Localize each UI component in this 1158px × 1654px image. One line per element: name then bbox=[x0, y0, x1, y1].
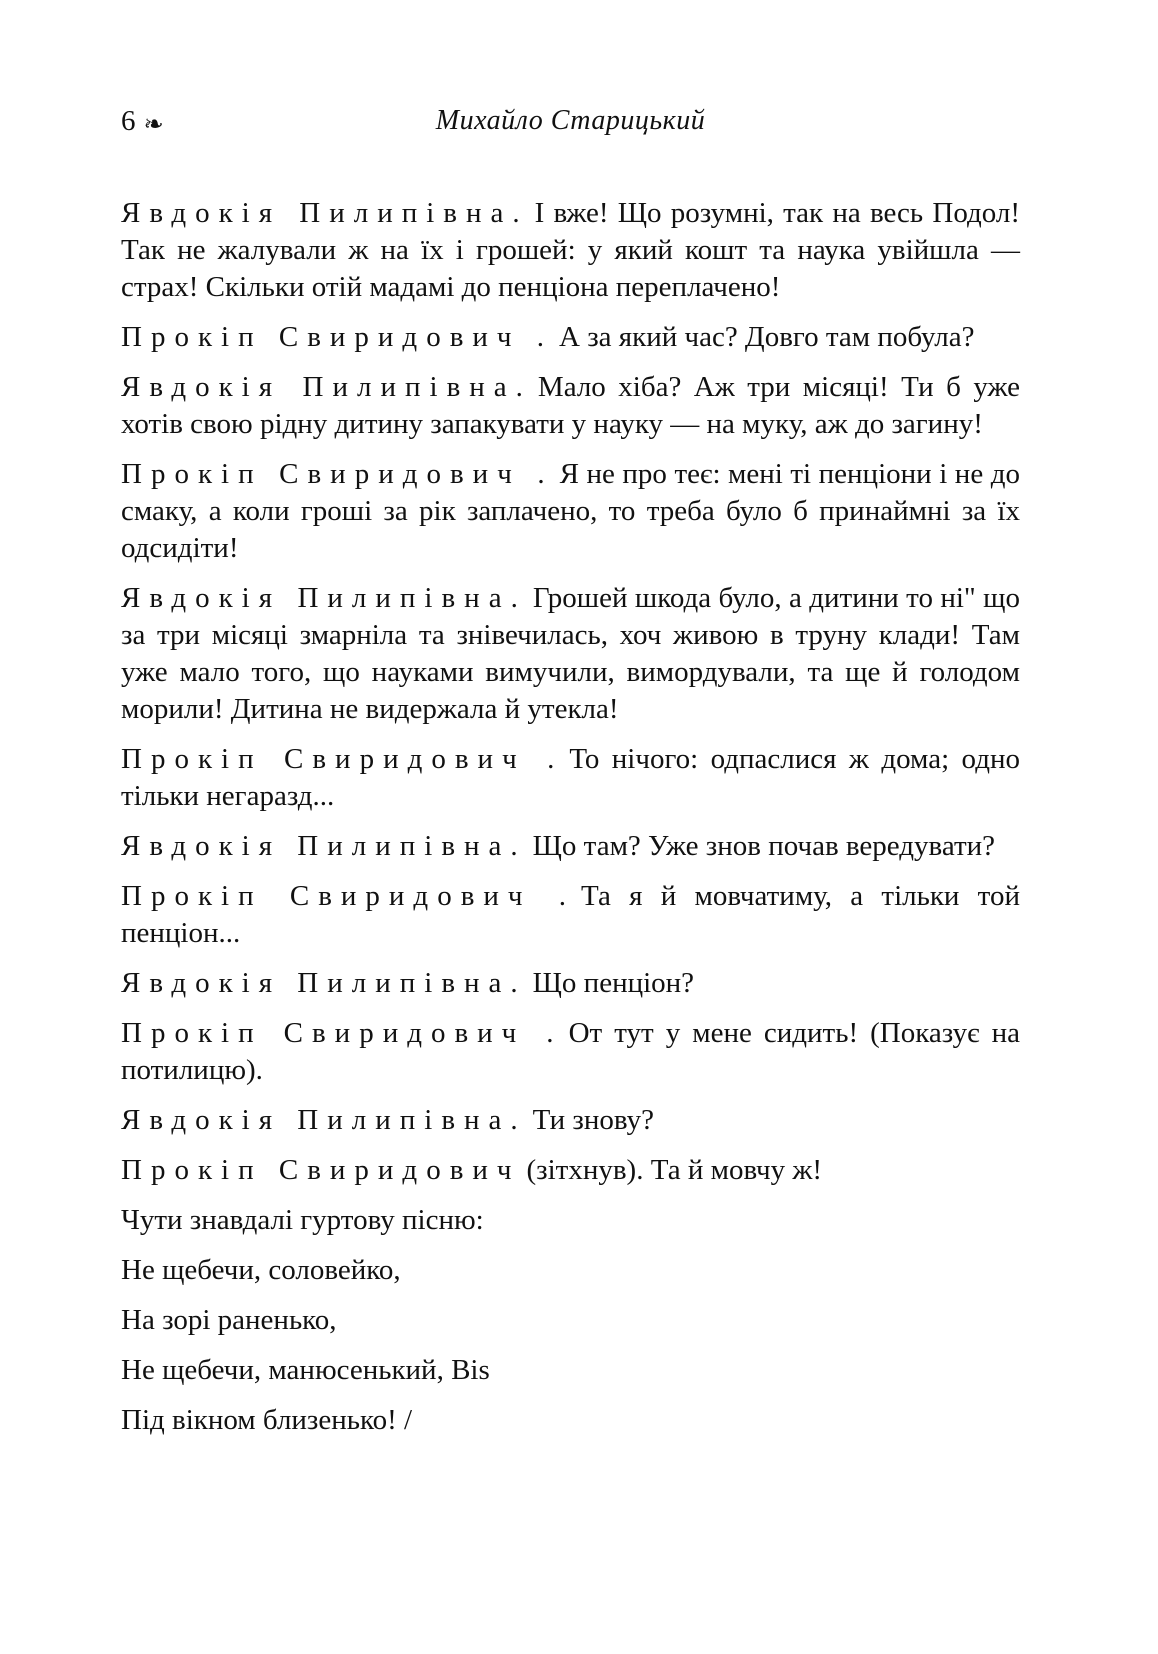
speaker-name: Прокіп Свиридович . bbox=[121, 880, 575, 912]
dialogue-paragraph bbox=[121, 369, 1020, 443]
dialogue-text: Та я й мовчатиму, а тільки той пенціон... bbox=[121, 880, 1020, 949]
dialogue-text: Мало хіба? Аж три місяці! Ти б уже хотів свою рідну дитину запакувати у науку — на муку, аж до загину! bbox=[121, 371, 1020, 440]
dialogue-text: (зітхнув). Та й мовчу ж! bbox=[526, 1154, 823, 1186]
song-line bbox=[121, 1352, 1020, 1389]
dialogue-text: Що там? Уже знов почав вередувати? bbox=[532, 830, 996, 862]
song-line-text: На зорі раненько, bbox=[121, 1304, 337, 1336]
speaker-name: Прокіп Свиридович . bbox=[121, 743, 564, 775]
song-line bbox=[121, 1302, 1020, 1339]
dialogue-paragraph bbox=[121, 580, 1020, 728]
running-header-title: Михайло Старицький bbox=[435, 105, 706, 136]
speaker-name: Прокіп Свиридович . bbox=[121, 1017, 563, 1049]
speaker-name: Явдокія Пилипівна. bbox=[121, 582, 527, 614]
dialogue-paragraph bbox=[121, 1102, 1020, 1139]
dialogue-paragraph bbox=[121, 1152, 1020, 1189]
dialogue-paragraph bbox=[121, 195, 1020, 306]
speaker-name: Прокіп Свиридович bbox=[121, 1154, 521, 1186]
song-line bbox=[121, 1252, 1020, 1289]
stage-direction-text: Чути знавдалі гуртову пісню: bbox=[121, 1204, 484, 1236]
speaker-name: Прокіп Свиридович . bbox=[121, 458, 554, 490]
dialogue-text: Грошей шкода було, а дитини то ні" що за три місяці змарніла та знівечилась, хоч живою в труну клади! Там уже мало того, що науками вимучили, вимордували, та ще й голодом морили! Дитина не видержала й утекла! bbox=[121, 582, 1020, 725]
song-line-text: Не щебечи, манюсенький, Bis bbox=[121, 1354, 490, 1386]
dialogue-text: А за який час? Довго там побула? bbox=[559, 321, 975, 353]
dialogue-paragraph bbox=[121, 456, 1020, 567]
dialogue-text: І вже! Що розумні, так на весь Подол! Так не жалували ж на їх і грошей: у який кошт та наука увійшла — страх! Скільки отій мадамі до пенціона переплачено! bbox=[121, 197, 1020, 303]
dialogue-text: От тут у мене сидить! (Показує на потилицю). bbox=[121, 1017, 1020, 1086]
dialogue-text: То нічого: одпаслися ж дома; одно тільки негаразд... bbox=[121, 743, 1020, 812]
song-line-text: Під вікном близенько! / bbox=[121, 1404, 413, 1436]
song-line-text: Не щебечи, соловейко, bbox=[121, 1254, 401, 1286]
speaker-name: Явдокія Пилипівна. bbox=[121, 967, 527, 999]
speaker-name: Явдокія Пилипівна. bbox=[121, 1104, 527, 1136]
dialogue-paragraph bbox=[121, 828, 1020, 865]
dialogue-paragraph bbox=[121, 965, 1020, 1002]
dialogue-paragraph bbox=[121, 878, 1020, 952]
speaker-name: Явдокія Пилипівна. bbox=[121, 197, 529, 229]
page-number: 6 bbox=[121, 105, 136, 137]
dialogue-paragraph bbox=[121, 319, 1020, 356]
song-line bbox=[121, 1402, 1020, 1439]
speaker-name: Явдокія Пилипівна. bbox=[121, 830, 527, 862]
fleuron-ornament-icon: ❧ bbox=[143, 110, 164, 138]
stage-direction bbox=[121, 1202, 1020, 1239]
dialogue-paragraph bbox=[121, 741, 1020, 815]
text-block bbox=[121, 195, 1020, 1439]
dialogue-text: Що пенціон? bbox=[532, 967, 695, 999]
speaker-name: Прокіп Свиридович . bbox=[121, 321, 553, 353]
page-header bbox=[0, 105, 1158, 139]
dialogue-paragraph bbox=[121, 1015, 1020, 1089]
dialogue-text: Ти знову? bbox=[532, 1104, 654, 1136]
dialogue-text: Я не про теє: мені ті пенціони і не до смаку, а коли гроші за рік заплачено, то треба було б принаймні за їх одсидіти! bbox=[121, 458, 1020, 564]
speaker-name: Явдокія Пилипівна. bbox=[121, 371, 532, 403]
